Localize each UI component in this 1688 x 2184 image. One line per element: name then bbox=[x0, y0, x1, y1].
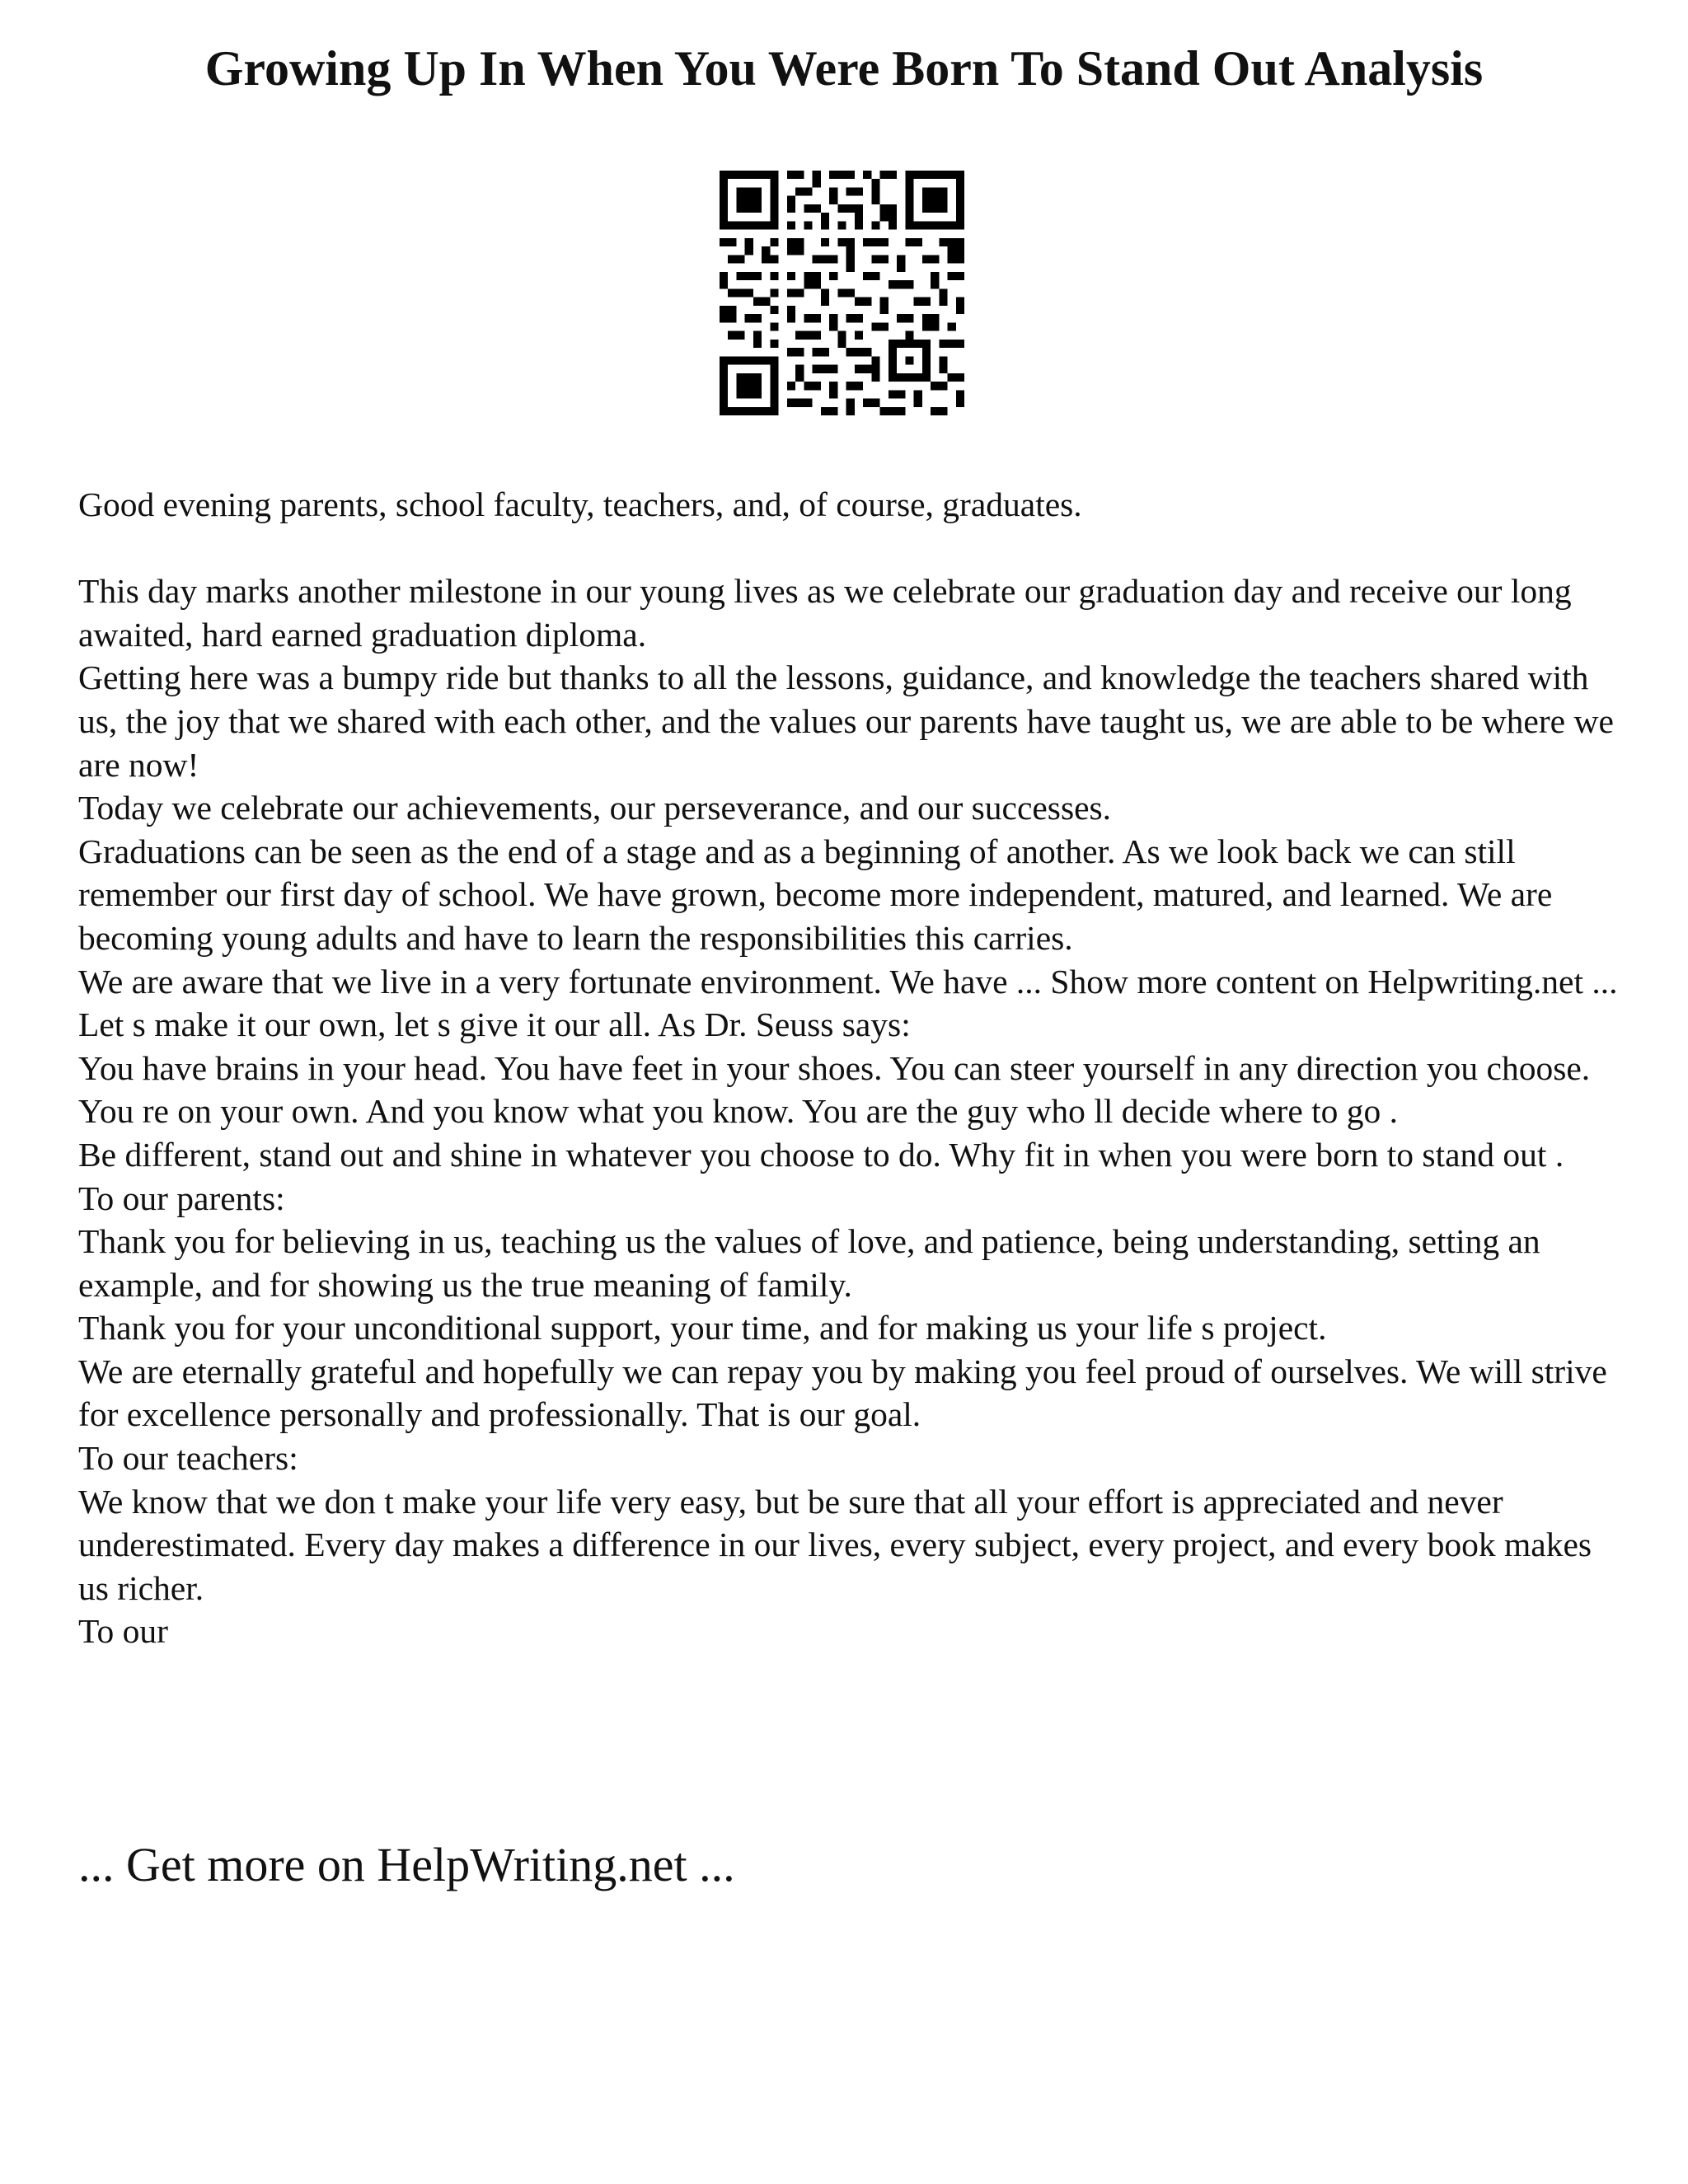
body-paragraph: To our teachers: bbox=[78, 1439, 298, 1478]
page-title: Growing Up In When You Were Born To Stand Out Analysis bbox=[204, 41, 1484, 96]
body-paragraph: Be different, stand out and shine in whatever you choose to do. Why fit in when you were born to stand out . bbox=[78, 1135, 1564, 1174]
body-paragraph: We know that we don t make your life very easy, but be sure that all your effort is appreciated and never underestimated. Every day makes a difference in our lives, every subject, every project, and every book makes us richer. bbox=[78, 1482, 1592, 1607]
body-paragraph: To our parents: bbox=[78, 1179, 285, 1217]
get-more-link-text: ... Get more on HelpWriting.net ... bbox=[78, 1838, 735, 1891]
body-paragraph: This day marks another milestone in our young lives as we celebrate our graduation day and receive our long awaited, hard earned graduation diploma. bbox=[78, 572, 1572, 654]
qr-code-graphic bbox=[720, 171, 964, 415]
body-paragraph: Thank you for your unconditional support, your time, and for making us your life s project. bbox=[78, 1309, 1327, 1347]
body-paragraph: You have brains in your head. You have feet in your shoes. You can steer yourself in any direction you choose. You re on your own. And you know what you know. You are the guy who ll decide where to go . bbox=[78, 1048, 1591, 1131]
body-paragraph: Graduations can be seen as the end of a stage and as a beginning of another. As we look back we can still remember our first day of school. We have grown, become more independent, matured, and learned. We are becoming young adults and have to learn the responsibilities this carries. bbox=[78, 832, 1553, 957]
body-paragraph: We are aware that we live in a very fortunate environment. We have ... Show more content on Helpwriting.net ... bbox=[78, 962, 1618, 1001]
body-paragraph: Today we celebrate our achievements, our perseverance, and our successes. bbox=[78, 789, 1112, 827]
body-paragraph: Getting here was a bumpy ride but thanks to all the lessons, guidance, and knowledge the teachers shared with us, the joy that we shared with each other, and the values our parents have taught us, we are able to be where we are now! bbox=[78, 658, 1614, 784]
body-paragraph: To our bbox=[78, 1612, 168, 1651]
body-paragraph: Let s make it our own, let s give it our all. As Dr. Seuss says: bbox=[78, 1005, 911, 1044]
document-body bbox=[78, 483, 1628, 1653]
paragraph-gap bbox=[78, 527, 1628, 570]
body-paragraph: Thank you for believing in us, teaching us the values of love, and patience, being understanding, setting an example, and for showing us the true meaning of family. bbox=[78, 1222, 1540, 1304]
body-paragraph: We are eternally grateful and hopefully we can repay you by making you feel proud of ourselves. We will strive for excellence personally and professionally. That is our goal. bbox=[78, 1352, 1607, 1434]
qr-code-icon bbox=[720, 171, 964, 415]
greeting-paragraph: Good evening parents, school faculty, teachers, and, of course, graduates. bbox=[78, 485, 1082, 523]
